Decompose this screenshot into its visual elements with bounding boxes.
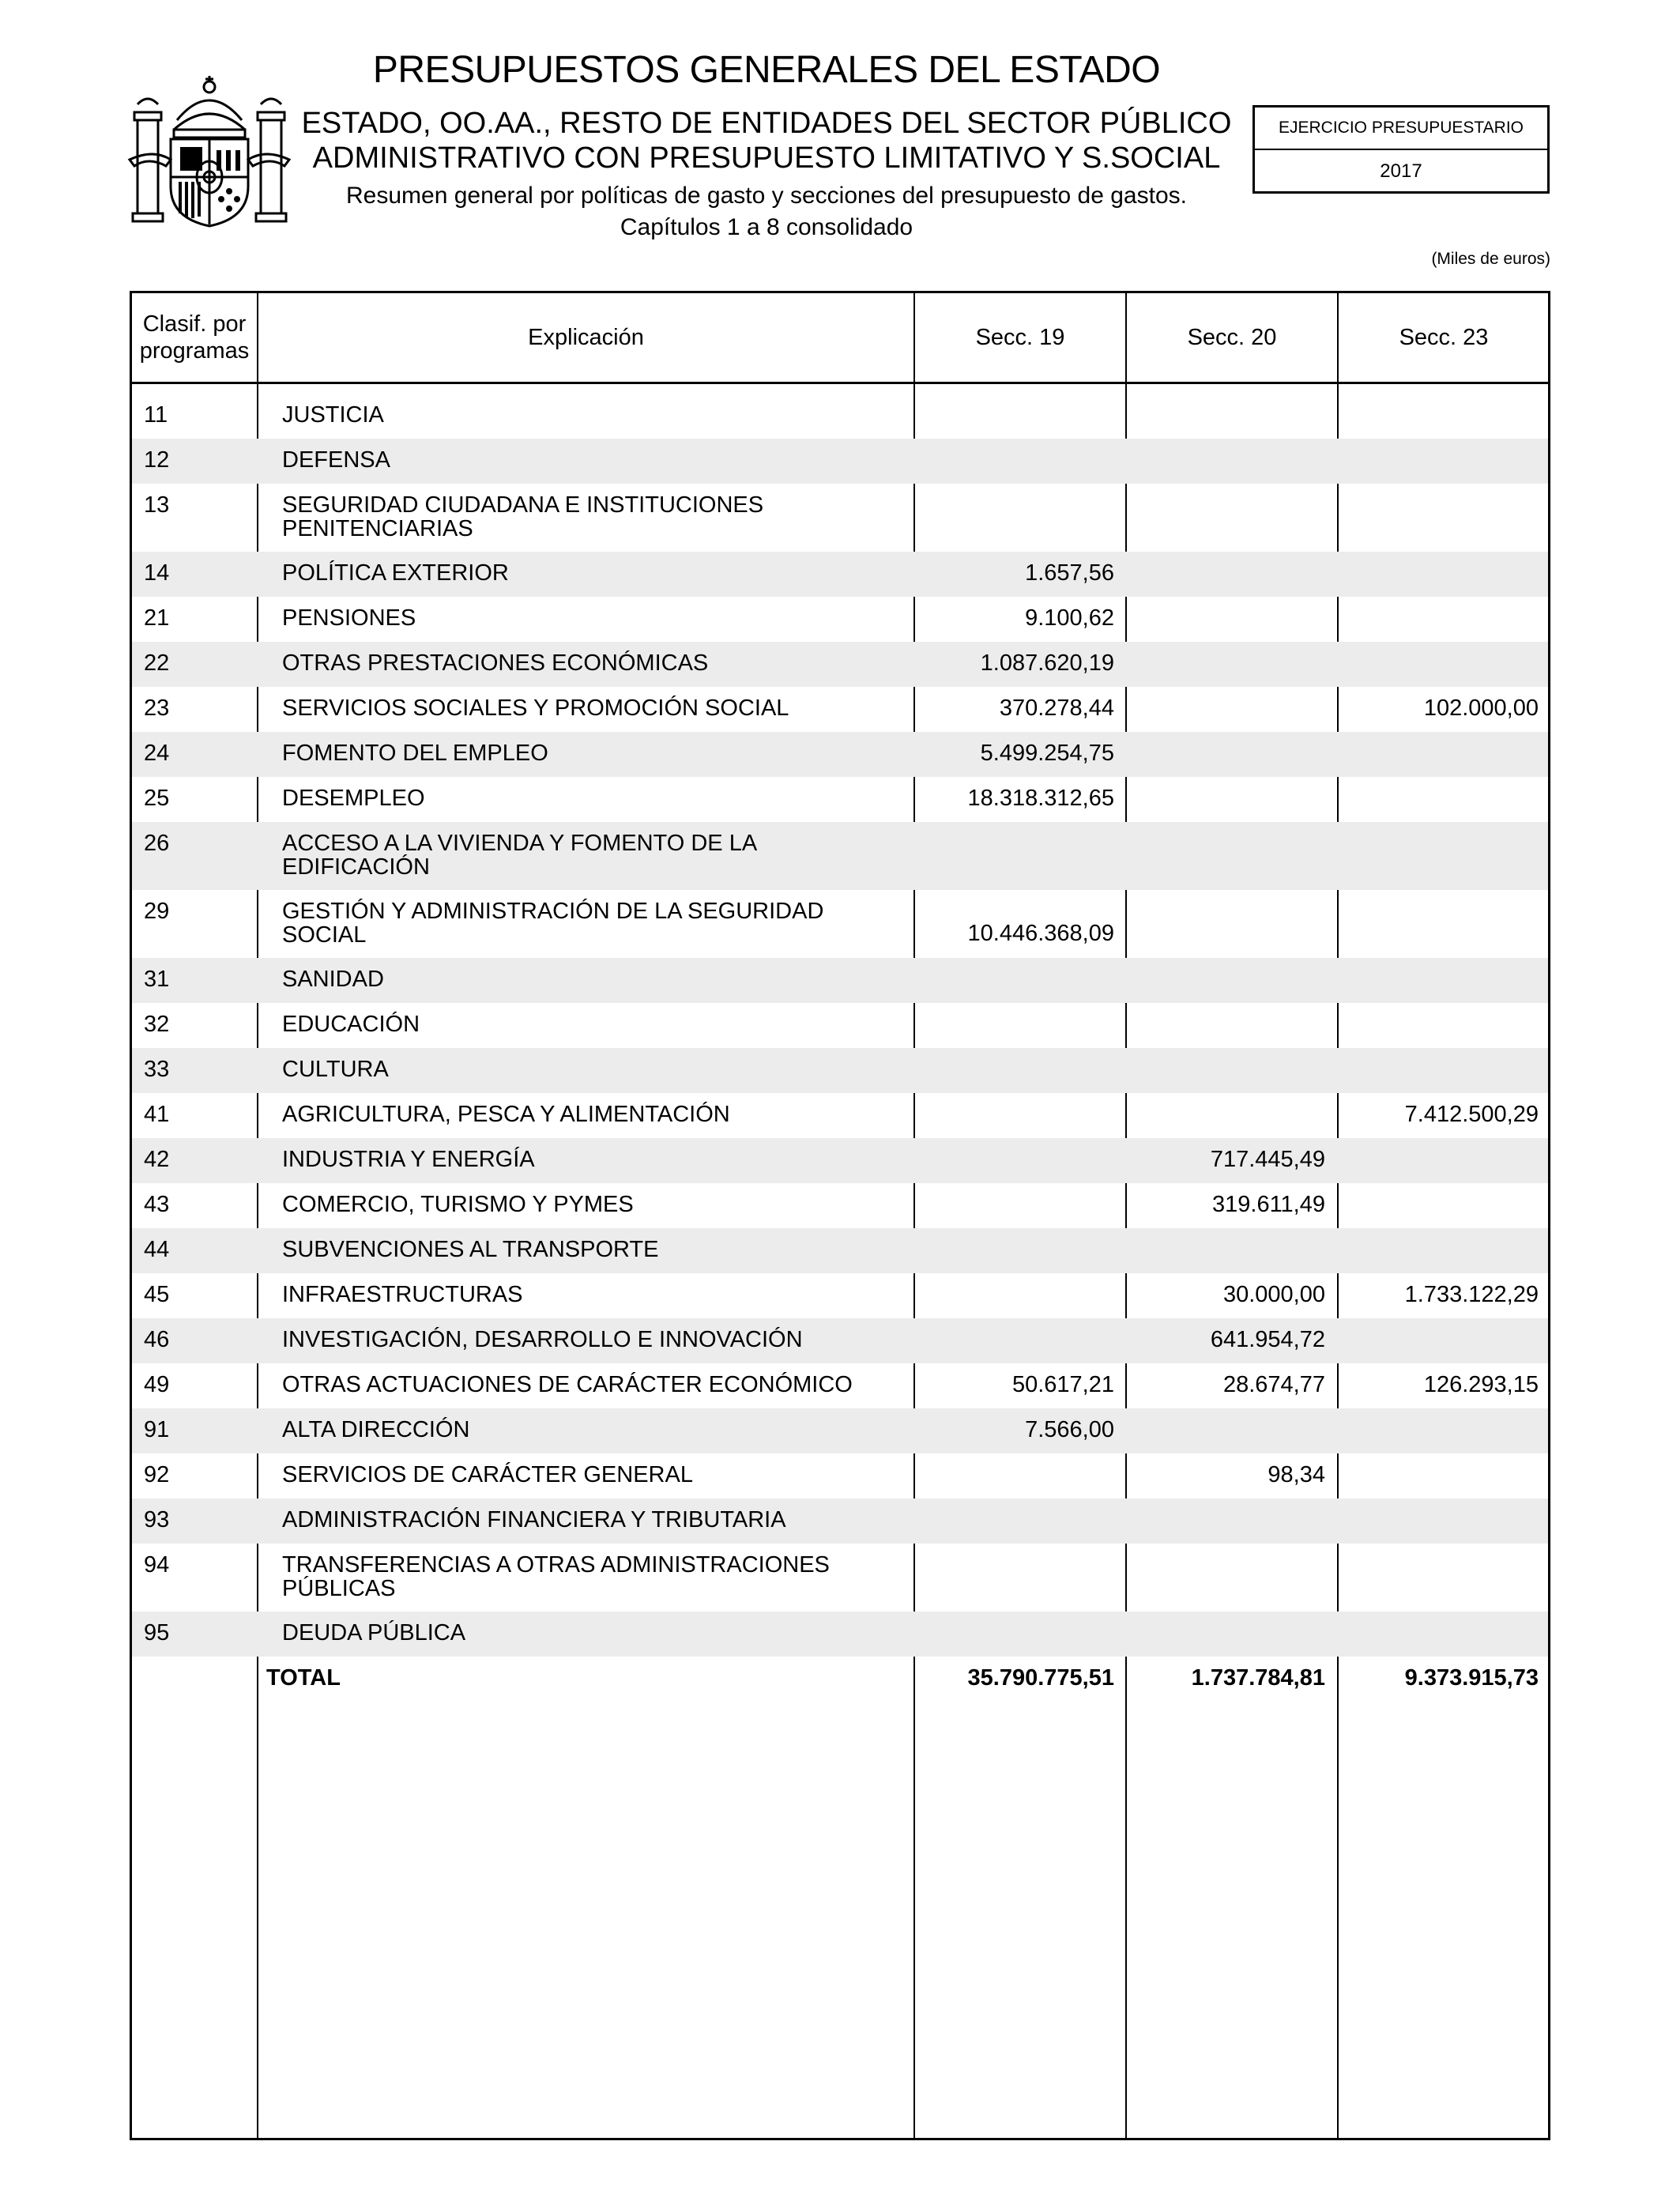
total-secc-23: 9.373.915,73 (1404, 1665, 1539, 1691)
row-secc-20: 319.611,49 (1212, 1192, 1325, 1217)
row-name: DESEMPLEO (282, 786, 425, 811)
row-secc-23 (1332, 732, 1539, 741)
row-secc-20 (1120, 394, 1325, 403)
ejercicio-label: EJERCICIO PRESUPUESTARIO (1255, 107, 1547, 150)
table-row (132, 732, 1548, 777)
row-code: 22 (144, 650, 170, 676)
row-secc-19 (909, 1453, 1114, 1463)
row-code: 29 (144, 899, 170, 924)
row-secc-19 (909, 1612, 1114, 1621)
row-code: 95 (144, 1620, 170, 1646)
table-row (132, 1003, 1548, 1048)
table-row (132, 1138, 1548, 1183)
row-code: 21 (144, 605, 170, 631)
total-label: TOTAL (266, 1665, 341, 1691)
row-name: GESTIÓN Y ADMINISTRACIÓN DE LA SEGURIDAD SOCIAL (282, 899, 824, 948)
row-secc-20 (1120, 1612, 1325, 1621)
row-code: 23 (144, 696, 170, 721)
table-row (132, 1544, 1548, 1612)
row-secc-19 (909, 958, 1114, 967)
row-name: SEGURIDAD CIUDADANA E INSTITUCIONES PENITENCIARIAS (282, 492, 764, 541)
row-name: FOMENTO DEL EMPLEO (282, 741, 548, 766)
table-row (132, 484, 1548, 552)
table-row (132, 1318, 1548, 1363)
row-secc-19 (909, 1183, 1114, 1193)
table-row (132, 1453, 1548, 1498)
row-name: COMERCIO, TURISMO Y PYMES (282, 1192, 634, 1217)
header-secc-23: Secc. 23 (1399, 325, 1489, 350)
row-name: SERVICIOS DE CARÁCTER GENERAL (282, 1462, 693, 1487)
table-row (132, 1048, 1548, 1093)
row-secc-19 (909, 1273, 1114, 1283)
row-name: SERVICIOS SOCIALES Y PROMOCIÓN SOCIAL (282, 696, 789, 721)
row-code: 42 (144, 1147, 170, 1172)
row-code: 44 (144, 1237, 170, 1262)
row-code: 14 (144, 560, 170, 586)
ejercicio-year: 2017 (1380, 160, 1422, 182)
row-secc-23: 102.000,00 (1423, 696, 1539, 721)
row-code: 41 (144, 1102, 170, 1127)
page-description-line-2: Capítulos 1 a 8 consolidado (620, 214, 913, 240)
row-code: 49 (144, 1372, 170, 1397)
row-secc-20 (1120, 1228, 1325, 1238)
row-secc-19 (909, 1318, 1114, 1328)
table-row (132, 822, 1548, 890)
row-secc-19 (909, 439, 1114, 448)
table-row (132, 777, 1548, 822)
row-name: INDUSTRIA Y ENERGÍA (282, 1147, 535, 1172)
coat-of-arms-icon (126, 73, 292, 232)
row-secc-23 (1332, 1566, 1539, 1575)
row-secc-20: 30.000,00 (1222, 1282, 1325, 1307)
row-secc-23: 126.293,15 (1423, 1372, 1539, 1397)
header-explicacion: Explicación (528, 325, 644, 350)
table-row (132, 1273, 1548, 1318)
page-title: PRESUPUESTOS GENERALES DEL ESTADO (372, 49, 1161, 91)
row-code: 11 (144, 402, 168, 428)
row-secc-20: 641.954,72 (1210, 1327, 1325, 1352)
row-secc-23 (1332, 777, 1539, 786)
row-secc-19 (909, 394, 1114, 403)
row-secc-19: 5.499.254,75 (980, 741, 1114, 766)
row-secc-19: 1.657,56 (1025, 560, 1114, 586)
row-secc-20 (1120, 1048, 1325, 1057)
row-secc-20 (1120, 506, 1325, 515)
table-row (132, 394, 1548, 439)
row-secc-23 (1332, 439, 1539, 448)
row-secc-20 (1120, 912, 1325, 922)
row-secc-23 (1332, 1498, 1539, 1508)
row-secc-20 (1120, 1003, 1325, 1012)
row-name: TRANSFERENCIAS A OTRAS ADMINISTRACIONES PÚBLICAS (282, 1552, 830, 1601)
table-header (132, 293, 1548, 384)
row-secc-20 (1120, 844, 1325, 854)
row-secc-20 (1120, 642, 1325, 651)
row-secc-19 (909, 1003, 1114, 1012)
row-name: OTRAS PRESTACIONES ECONÓMICAS (282, 650, 709, 676)
row-secc-19 (909, 506, 1114, 515)
row-secc-23 (1332, 844, 1539, 854)
row-secc-23 (1332, 958, 1539, 967)
row-name: INFRAESTRUCTURAS (282, 1282, 523, 1307)
row-secc-19: 9.100,62 (1025, 605, 1114, 631)
row-secc-23 (1332, 912, 1539, 922)
row-secc-23 (1332, 552, 1539, 561)
row-secc-23: 1.733.122,29 (1404, 1282, 1539, 1307)
row-secc-20 (1120, 732, 1325, 741)
header-clasif: Clasif. por programas (139, 311, 250, 364)
table-row (132, 597, 1548, 642)
row-secc-20 (1120, 439, 1325, 448)
table-row (132, 1612, 1548, 1657)
row-secc-19 (909, 1048, 1114, 1057)
row-secc-19: 18.318.312,65 (967, 786, 1114, 811)
row-secc-19 (909, 1498, 1114, 1508)
total-secc-20: 1.737.784,81 (1191, 1665, 1325, 1691)
row-name: CULTURA (282, 1057, 389, 1082)
row-secc-23 (1332, 1003, 1539, 1012)
row-secc-20 (1120, 687, 1325, 696)
row-name: DEUDA PÚBLICA (282, 1620, 466, 1646)
table-row (132, 552, 1548, 597)
row-code: 26 (144, 831, 170, 856)
row-secc-20: 717.445,49 (1210, 1147, 1325, 1172)
row-code: 13 (144, 492, 170, 518)
row-name: JUSTICIA (282, 402, 384, 428)
row-name: AGRICULTURA, PESCA Y ALIMENTACIÓN (282, 1102, 730, 1127)
row-secc-19 (909, 844, 1114, 854)
row-name: ADMINISTRACIÓN FINANCIERA Y TRIBUTARIA (282, 1507, 786, 1532)
row-code: 45 (144, 1282, 170, 1307)
row-secc-23 (1332, 1228, 1539, 1238)
row-secc-19: 7.566,00 (1025, 1417, 1114, 1442)
row-code: 46 (144, 1327, 170, 1352)
row-secc-23 (1332, 1453, 1539, 1463)
row-name: ALTA DIRECCIÓN (282, 1417, 470, 1442)
table-row (132, 1093, 1548, 1138)
row-secc-20 (1120, 1498, 1325, 1508)
row-secc-19: 1.087.620,19 (980, 650, 1114, 676)
header-secc-20: Secc. 20 (1187, 325, 1277, 350)
row-code: 91 (144, 1417, 170, 1442)
row-code: 32 (144, 1012, 170, 1037)
row-secc-23 (1332, 1612, 1539, 1621)
table-body (132, 394, 1548, 1702)
row-secc-20 (1120, 597, 1325, 606)
row-secc-20 (1120, 777, 1325, 786)
row-secc-23 (1332, 1183, 1539, 1193)
table-row (132, 1183, 1548, 1228)
row-code: 92 (144, 1462, 170, 1487)
table-row (132, 1498, 1548, 1544)
row-secc-23 (1332, 394, 1539, 403)
row-secc-20: 28.674,77 (1222, 1372, 1325, 1397)
page-description-line-1: Resumen general por políticas de gasto y secciones del presupuesto de gastos. (346, 183, 1187, 209)
total-secc-19: 35.790.775,51 (967, 1665, 1114, 1691)
row-secc-19 (909, 1093, 1114, 1103)
table-row (132, 1363, 1548, 1408)
row-name: PENSIONES (282, 605, 416, 631)
row-name: EDUCACIÓN (282, 1012, 420, 1037)
row-name: DEFENSA (282, 447, 390, 473)
row-secc-19: 10.446.368,09 (967, 921, 1114, 946)
row-secc-19 (909, 1228, 1114, 1238)
budget-table (130, 291, 1550, 2140)
row-name: SUBVENCIONES AL TRANSPORTE (282, 1237, 659, 1262)
page-subtitle-line-2: ADMINISTRATIVO CON PRESUPUESTO LIMITATIVO Y S.SOCIAL (312, 141, 1221, 175)
row-secc-23 (1332, 597, 1539, 606)
row-secc-19: 370.278,44 (999, 696, 1114, 721)
row-secc-19 (909, 1138, 1114, 1148)
total-row (132, 1657, 1548, 1702)
row-code: 12 (144, 447, 170, 473)
row-secc-20 (1120, 1566, 1325, 1575)
row-secc-20 (1120, 958, 1325, 967)
row-secc-20: 98,34 (1268, 1462, 1325, 1487)
row-secc-23: 7.412.500,29 (1404, 1102, 1539, 1127)
row-code: 43 (144, 1192, 170, 1217)
page-subtitle-line-1: ESTADO, OO.AA., RESTO DE ENTIDADES DEL SECTOR PÚBLICO (301, 107, 1232, 140)
table-row (132, 439, 1548, 484)
row-name: ACCESO A LA VIVIENDA Y FOMENTO DE LA EDIFICACIÓN (282, 831, 756, 880)
row-secc-20 (1120, 1093, 1325, 1103)
row-secc-20 (1120, 552, 1325, 561)
table-row (132, 642, 1548, 687)
row-code: 33 (144, 1057, 170, 1082)
row-secc-19: 50.617,21 (1011, 1372, 1114, 1397)
row-secc-19 (909, 1566, 1114, 1575)
header-secc-19: Secc. 19 (975, 325, 1065, 350)
table-row (132, 687, 1548, 732)
units-note: (Miles de euros) (1431, 250, 1550, 268)
row-secc-23 (1332, 1138, 1539, 1148)
row-secc-23 (1332, 1408, 1539, 1418)
table-row (132, 1408, 1548, 1453)
row-code: 31 (144, 967, 170, 992)
row-name: OTRAS ACTUACIONES DE CARÁCTER ECONÓMICO (282, 1372, 853, 1397)
ejercicio-box (1252, 105, 1550, 194)
table-row (132, 1228, 1548, 1273)
row-code: 94 (144, 1552, 170, 1578)
table-row (132, 958, 1548, 1003)
row-code: 24 (144, 741, 170, 766)
row-name: POLÍTICA EXTERIOR (282, 560, 509, 586)
row-code: 93 (144, 1507, 170, 1532)
table-row (132, 890, 1548, 958)
row-secc-23 (1332, 1048, 1539, 1057)
row-name: SANIDAD (282, 967, 384, 992)
row-name: INVESTIGACIÓN, DESARROLLO E INNOVACIÓN (282, 1327, 803, 1352)
row-code: 25 (144, 786, 170, 811)
row-secc-23 (1332, 506, 1539, 515)
row-secc-20 (1120, 1408, 1325, 1418)
row-secc-23 (1332, 1318, 1539, 1328)
row-secc-23 (1332, 642, 1539, 651)
